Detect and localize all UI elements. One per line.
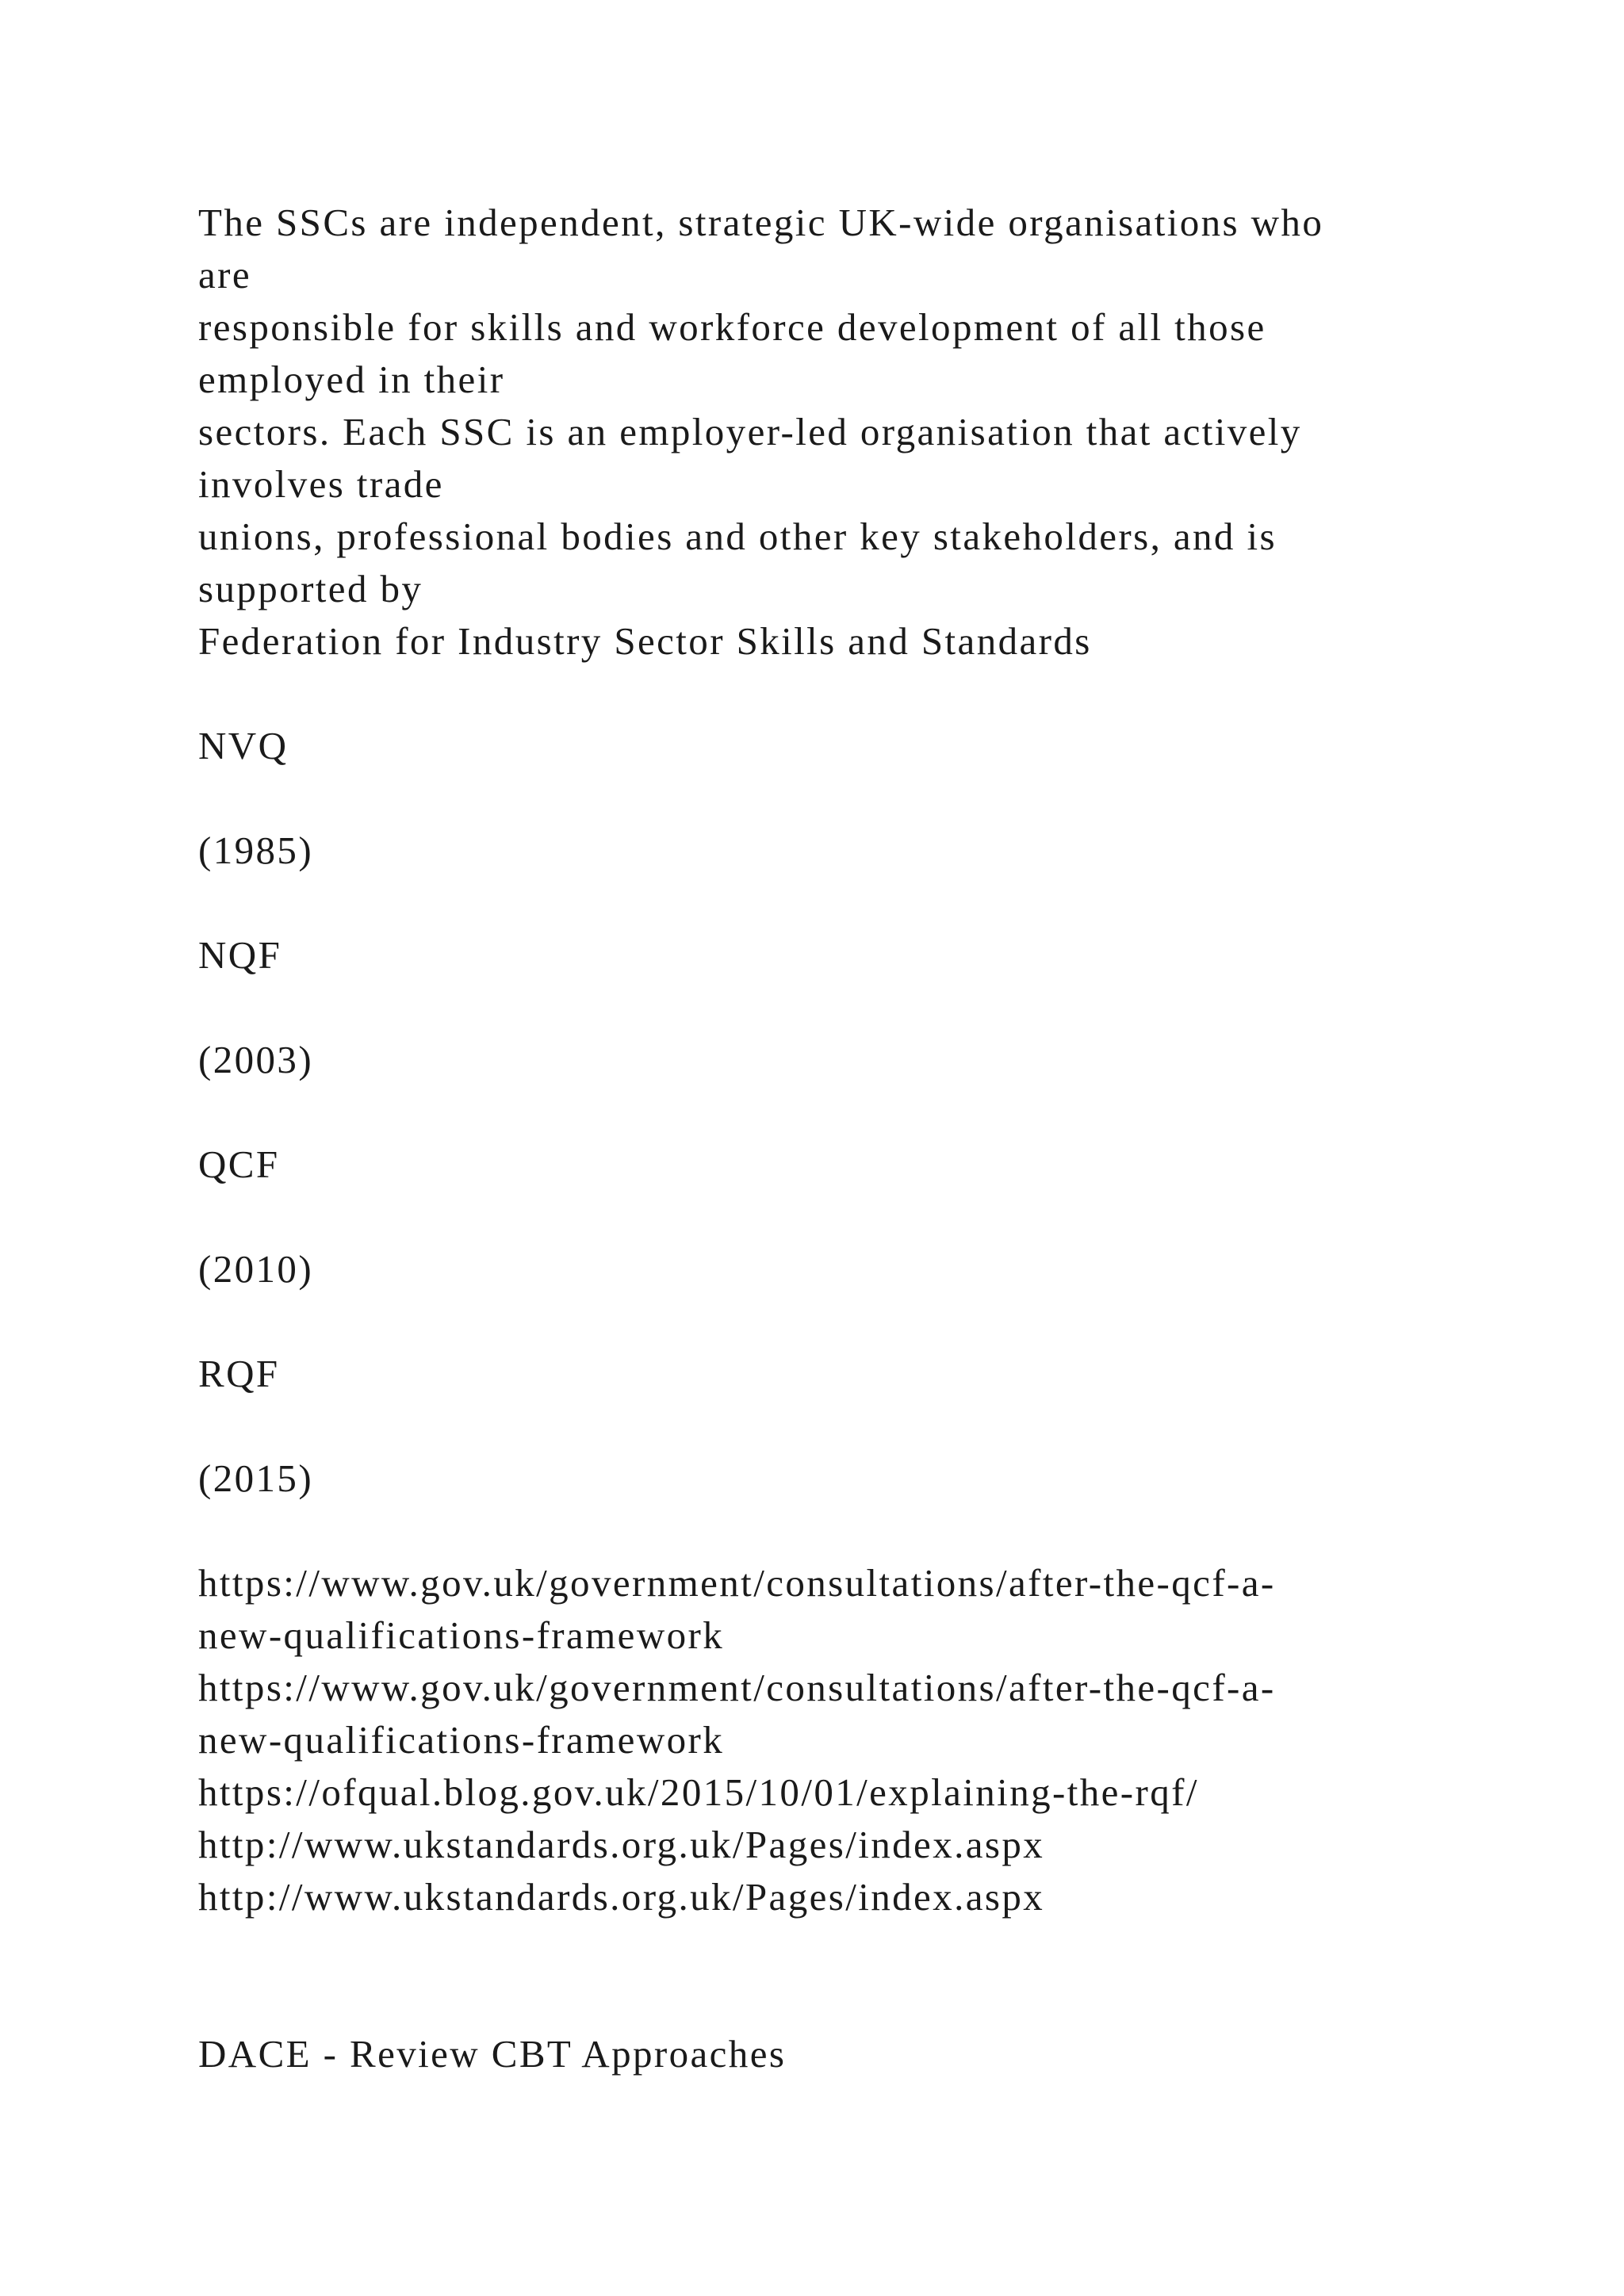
- paragraph-line: sectors. Each SSC is an employer-led organisation that actively: [198, 410, 1302, 453]
- reference-link[interactable]: http://www.ukstandards.org.uk/Pages/index.aspx: [198, 1823, 1045, 1866]
- paragraph-line: Federation for Industry Sector Skills and Standards: [198, 619, 1092, 663]
- framework-name-qcf: QCF: [198, 1142, 280, 1186]
- reference-link[interactable]: new-qualifications-framework: [198, 1613, 725, 1657]
- framework-name-nvq: NVQ: [198, 724, 289, 767]
- paragraph-line: employed in their: [198, 358, 505, 401]
- reference-link[interactable]: https://www.gov.uk/government/consultations/after-the-qcf-a-: [198, 1666, 1276, 1709]
- reference-link[interactable]: new-qualifications-framework: [198, 1718, 725, 1762]
- paragraph-line: The SSCs are independent, strategic UK-wide organisations who: [198, 201, 1324, 244]
- reference-link[interactable]: https://www.gov.uk/government/consultations/after-the-qcf-a-: [198, 1561, 1276, 1605]
- framework-year-nqf: (2003): [198, 1038, 314, 1081]
- paragraph-line: responsible for skills and workforce development of all those: [198, 305, 1266, 349]
- framework-name-nqf: NQF: [198, 933, 282, 977]
- framework-year-qcf: (2010): [198, 1247, 314, 1291]
- paragraph-line: supported by: [198, 567, 423, 610]
- paragraph-line: are: [198, 253, 252, 297]
- footer-title: DACE - Review CBT Approaches: [198, 2032, 787, 2076]
- paragraph-line: involves trade: [198, 462, 444, 506]
- reference-link[interactable]: https://ofqual.blog.gov.uk/2015/10/01/explaining-the-rqf/: [198, 1770, 1199, 1814]
- framework-name-rqf: RQF: [198, 1352, 280, 1395]
- framework-year-rqf: (2015): [198, 1456, 314, 1500]
- reference-link[interactable]: http://www.ukstandards.org.uk/Pages/index.aspx: [198, 1875, 1045, 1919]
- framework-year-nvq: (1985): [198, 828, 314, 872]
- paragraph-line: unions, professional bodies and other key stakeholders, and is: [198, 515, 1277, 558]
